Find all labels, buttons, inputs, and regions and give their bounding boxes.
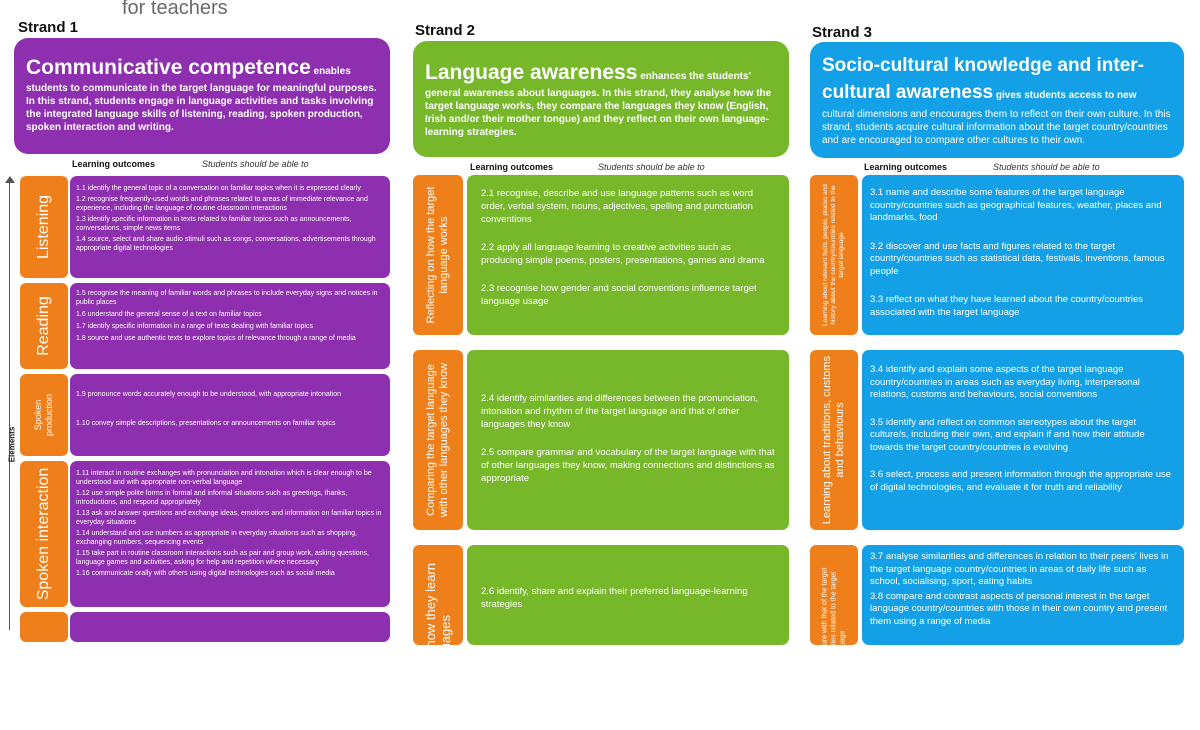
outcome-1-2: 1.2 recognise frequently-used words and phrases related to areas of immediate relevance and experience, including the language of routine classroom interactions — [76, 196, 368, 212]
outcome-1-16: 1.16 communicate orally with others using digital technologies such as social media — [76, 570, 335, 577]
strand-1-header — [14, 38, 390, 154]
outcome-1-9: 1.9 pronounce words accurately enough to be understood, with appropriate intonation — [76, 391, 342, 398]
strand-3-lo-head: Learning outcomes — [864, 162, 948, 172]
outcome-3-5: 3.5 identify and reflect on common stereotypes about the target culture/s, including their own, and explain if and how their attitude towards the target country/countries is evolving — [870, 416, 1145, 453]
tab-comparing-languages: Comparing the target language with other languages they know — [413, 350, 463, 530]
outcome-1-10: 1.10 convey simple descriptions, presentations or announcements on familiar topics — [76, 420, 336, 427]
outcome-1-11: 1.11 interact in routine exchanges with pronunciation and intonation which is clear enough to be understood and with appropriate non-verbal language — [76, 470, 372, 486]
outcome-1-8: 1.8 source and use authentic texts to explore topics of relevance through a range of media — [76, 335, 356, 342]
tab-reflecting-target-language: Reflecting on how the target language works — [413, 175, 463, 335]
elements-label: Elements — [7, 426, 17, 463]
strand-2-description: general awareness about languages. In this strand, they analyse how the target language works, they compare the languages they know (English, Irish and/or their mother tongue) and they reflect on their own language-learning strategies. — [425, 88, 772, 138]
outcome-3-2: 3.2 discover and use facts and figures related to the target country/countries such as statistical data, festivals, inventions, famous people — [870, 240, 1165, 277]
tab-reading: Reading — [20, 283, 68, 369]
outcome-1-6: 1.6 understand the general sense of a text on familiar topics — [76, 311, 262, 318]
strand-1-lo-head: Learning outcomes — [72, 159, 156, 169]
outcome-2-3: 2.3 recognise how gender and social conventions influence target language usage — [481, 283, 757, 307]
strand-1-title-suffix: enables — [313, 66, 351, 77]
outcome-3-3: 3.3 reflect on what they have learned about the country/countries associated with the target language — [870, 294, 1144, 318]
page-subtitle: for teachers — [122, 0, 228, 19]
strand-2-lo-head: Learning outcomes — [470, 162, 554, 172]
strand-2-label: Strand 2 — [415, 22, 476, 39]
outcome-1-15: 1.15 take part in routine classroom interactions such as pair and group work, asking questions, language games and activities, asking for help and repetition where necessary — [76, 550, 369, 566]
comparing-cultures-outcomes — [862, 545, 1184, 645]
elements-axis-line — [9, 180, 10, 630]
strand-3-description: cultural dimensions and encourages them to reflect on their own culture. In this strand, students acquire cultural information about the target country/countries and are encouraged to compare other cultures to their own. — [822, 109, 1171, 146]
strand-1-description: students to communicate in the target language for meaningful purposes. In this strand, students engage in language activities and tasks involving the integrated language skills of listening, reading, spoken production, spoken interaction and writing. — [26, 83, 377, 133]
reflecting-target-language-outcomes — [467, 175, 789, 335]
spoken-production-outcomes — [70, 374, 390, 456]
strand-2-title: Language awareness — [425, 61, 638, 84]
outcome-1-13: 1.13 ask and answer questions and exchange ideas, emotions and information on familiar topics in everyday situations — [76, 510, 382, 526]
writing-outcomes-partial — [70, 612, 390, 642]
strand-3-lo-sub: Students should be able to — [993, 162, 1100, 172]
outcome-3-4: 3.4 identify and explain some aspects of the target language country/countries in areas such as everyday living, interpersonal relations, customs and behaviours, social conventions — [870, 364, 1140, 400]
outcome-2-6: 2.6 identify, share and explain their preferred language-learning strategies — [481, 586, 748, 610]
listening-outcomes — [70, 176, 390, 278]
tab-writing-partial — [20, 612, 68, 642]
strand-3-header — [810, 42, 1184, 158]
reflecting-how-they-learn-outcomes — [467, 545, 789, 645]
outcome-2-2: 2.2 apply all language learning to creative activities such as producing simple poems, posters, presentations, games and drama — [481, 242, 765, 266]
outcome-3-8: 3.8 compare and contrast aspects of personal interest in the target language country/countries with those in their own country and present them using a range of media — [870, 590, 1168, 627]
tab-spoken-interaction: Spoken interaction — [20, 461, 68, 607]
strand-1-title: Communicative competence — [26, 56, 311, 79]
strand-1-label: Strand 1 — [18, 19, 79, 36]
tab-spoken-production: Spoken production — [20, 374, 68, 456]
outcome-2-5: 2.5 compare grammar and vocabulary of the target language with that of other languages they know, making connections and distinctions as appropriate — [481, 447, 775, 484]
strand-1-lo-sub: Students should be able to — [202, 159, 309, 169]
outcome-1-12: 1.12 use simple polite forms in formal and informal situations such as greetings, thanks, introductions, and respond appropriately — [76, 490, 348, 506]
tab-listening: Listening — [20, 176, 68, 278]
tab-traditions-customs: Learning about traditions, customs and behaviours — [810, 350, 858, 530]
reading-outcomes — [70, 283, 390, 369]
outcome-3-7: 3.7 analyse similarities and differences in relation to their peers' lives in the target language country/countries in areas of daily life such as school, socialising, sport, eating habits — [870, 551, 1169, 587]
strand-3-label: Strand 3 — [812, 24, 873, 41]
strand-3-title: Socio-cultural knowledge and inter-cultural awareness — [822, 55, 1144, 103]
strand-2-lo-sub: Students should be able to — [598, 162, 705, 172]
strand-2-title-suffix: enhances the students' — [640, 71, 751, 82]
outcome-3-6: 3.6 select, process and present information through the appropriate use of digital technologies, and evaluate it for truth and reliability — [870, 469, 1172, 493]
outcome-2-1: 2.1 recognise, describe and use language patterns such as word order, verbal system, nouns, adjectives, spelling and punctuation conventions — [481, 188, 753, 225]
outcome-3-1: 3.1 name and describe some features of the target language country/countries such as geographical features, weather, places and landmarks, food — [870, 187, 1162, 223]
outcome-1-4: 1.4 source, select and share audio stimuli such as songs, conversations, advertisements through appropriate digital technologies — [76, 236, 376, 252]
outcome-1-1: 1.1 identify the general topic of a conversation on familiar topics when it is expressed clearly — [76, 185, 361, 192]
tab-comparing-cultures: Comparing their own culture with that of the target language country/countries related to the target language — [810, 545, 858, 645]
elements-axis-arrow — [5, 176, 15, 183]
outcome-1-3: 1.3 identify specific information in texts related to familiar topics such as announcements, conversations, simple news items — [76, 216, 352, 232]
outcome-1-14: 1.14 understand and use numbers as appropriate in everyday situations such as shopping, exchanging numbers, sequencing events — [76, 530, 357, 546]
outcome-1-5: 1.5 recognise the meaning of familiar words and phrases to include everyday signs and notices in public places — [76, 290, 378, 306]
strand-2-header — [413, 41, 789, 157]
outcome-2-4: 2.4 identify similarities and differences between the pronunciation, intonation and rhythm of the target language and that of other languages they know — [481, 393, 759, 430]
tab-reflecting-how-they-learn: Reflecting on how they learn languages — [413, 545, 463, 645]
comparing-languages-outcomes — [467, 350, 789, 530]
traditions-customs-outcomes — [862, 350, 1184, 530]
relevant-facts-outcomes — [862, 175, 1184, 335]
strand-3-title-suffix: gives students access to new — [995, 90, 1137, 101]
outcome-1-7: 1.7 identify specific information in a range of texts dealing with familiar topics — [76, 323, 313, 330]
tab-relevant-facts: Learning about relevant facts, people, places and history about the country/countries related to the target language — [810, 175, 858, 335]
spoken-interaction-outcomes — [70, 461, 390, 607]
